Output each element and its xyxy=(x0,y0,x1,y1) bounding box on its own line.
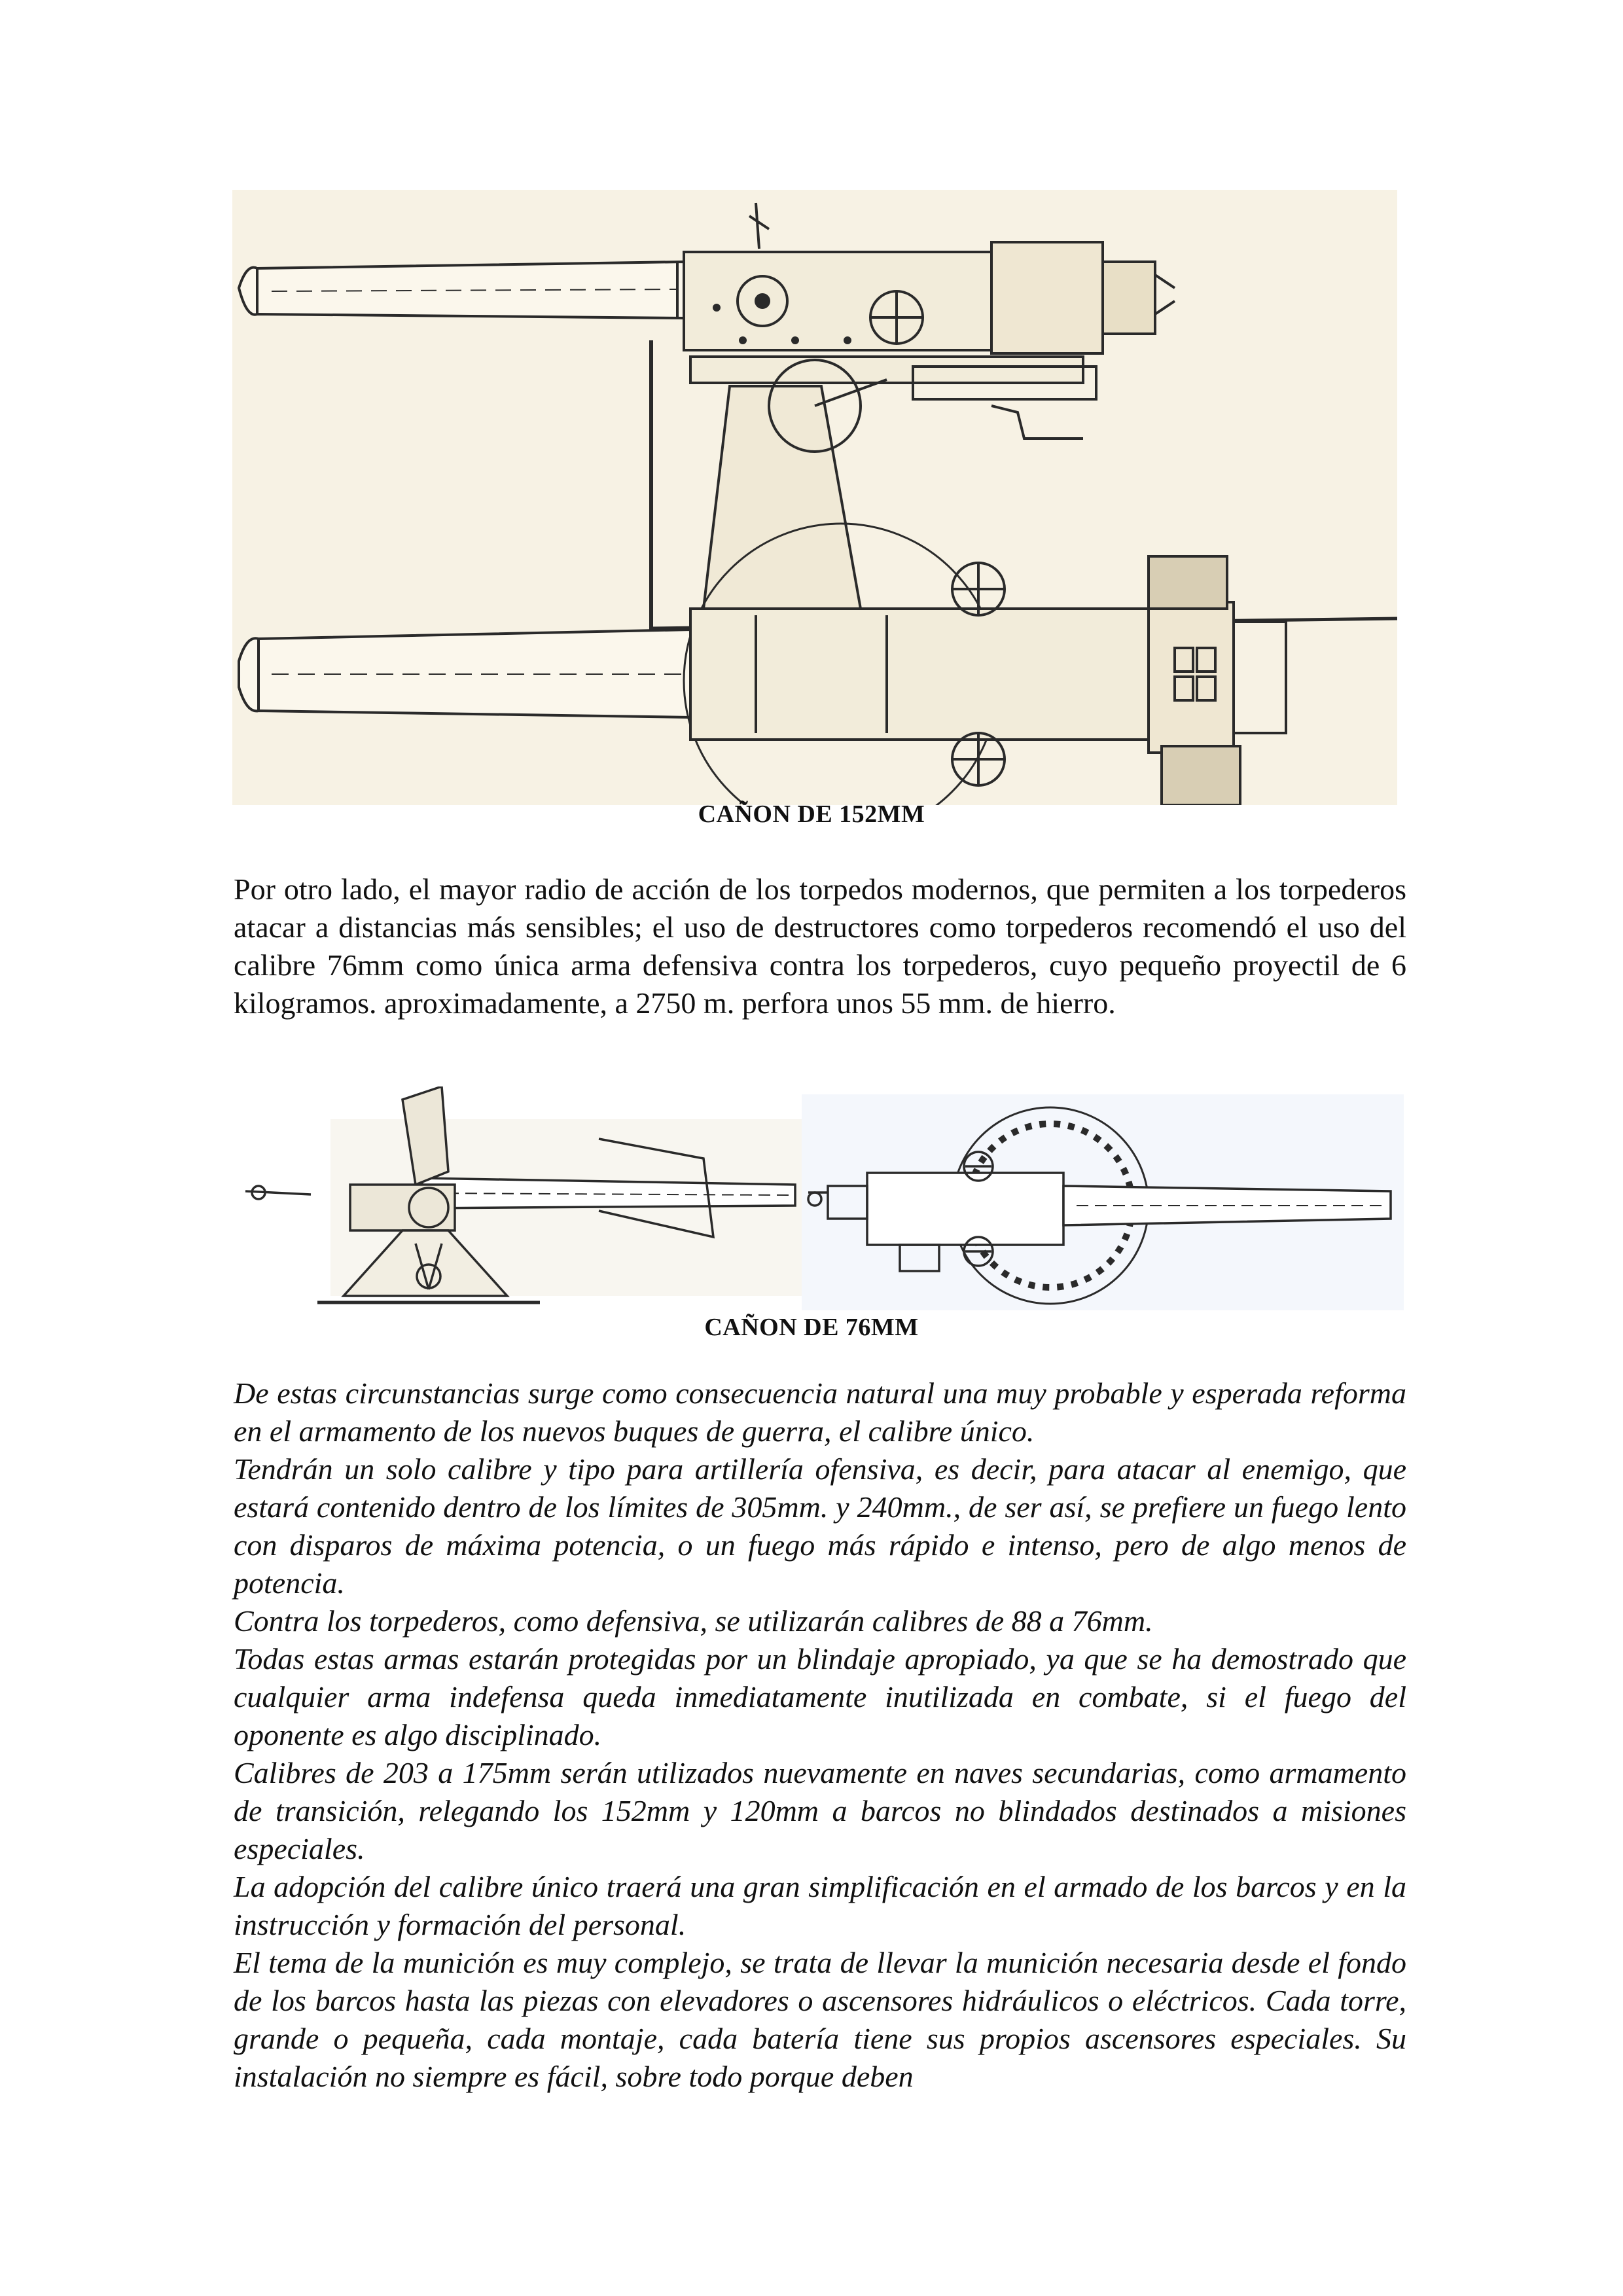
paragraph-calibres-secundarios: Calibres de 203 a 175mm serán utilizados nuevamente en naves secundarias, como armamento de transición, relegando los 152mm y 120mm a barcos no blindados destinados a misiones especiales. xyxy=(234,1756,1406,1865)
gun-152mm-illustration xyxy=(232,190,1397,805)
figure2-caption: CAÑON DE 76MM xyxy=(704,1314,919,1341)
paragraph-defensiva-torpederos: Contra los torpederos, como defensiva, se utilizarán calibres de 88 a 76mm. xyxy=(234,1604,1153,1638)
paragraph-blindaje: Todas estas armas estarán protegidas por un blindaje apropiado, ya que se ha demostrado que cualquier arma indefensa queda inmediatamente inutilizada en combate, si el fuego del oponente es algo disciplinado. xyxy=(234,1642,1406,1751)
paragraph-simplificacion: La adopción del calibre único traerá una gran simplificación en el armado de los barcos y en la instrucción y formación del personal. xyxy=(234,1870,1406,1941)
italic-body xyxy=(234,1374,1406,2096)
paragraph-artilleria-ofensiva: Tendrán un solo calibre y tipo para artillería ofensiva, es decir, para atacar al enemigo, que estará contenido dentro de los límites de 305mm. y 240mm., de ser así, se prefiere un fuego lento con disparos de máxima potencia, o un fuego más rápido e intenso, pero de algo menos de potencia. xyxy=(234,1452,1406,1600)
paragraph-municion: El tema de la munición es muy complejo, se trata de llevar la munición necesaria desde el fondo de los barcos hasta las piezas con elevadores o ascensores hidráulicos o eléctricos. Cada torre, grande o pequeña, cada montaje, cada batería tiene sus propios ascensores especiales. Su instalación no siempre es fácil, sobre todo porque deben xyxy=(234,1946,1406,2093)
figure1-caption: CAÑON DE 152MM xyxy=(698,800,925,828)
gun-76mm-plan-illustration xyxy=(802,1094,1404,1310)
gun-76mm-side-illustration xyxy=(232,1086,802,1322)
paragraph-calibre-unico: De estas circunstancias surge como consecuencia natural una muy probable y esperada reforma en el armamento de los nuevos buques de guerra, el calibre único. xyxy=(234,1376,1406,1448)
paragraph-torpedo-defense: Por otro lado, el mayor radio de acción de los torpedos modernos, que permiten a los torpederos atacar a distancias más sensibles; el uso de destructores como torpederos recomendó el uso del calibre 76mm como única arma defensiva contra los torpederos, cuyo pequeño proyectil de 6 kilogramos. aproximadamente, a 2750 m. perfora unos 55 mm. de hierro. xyxy=(234,872,1406,1020)
